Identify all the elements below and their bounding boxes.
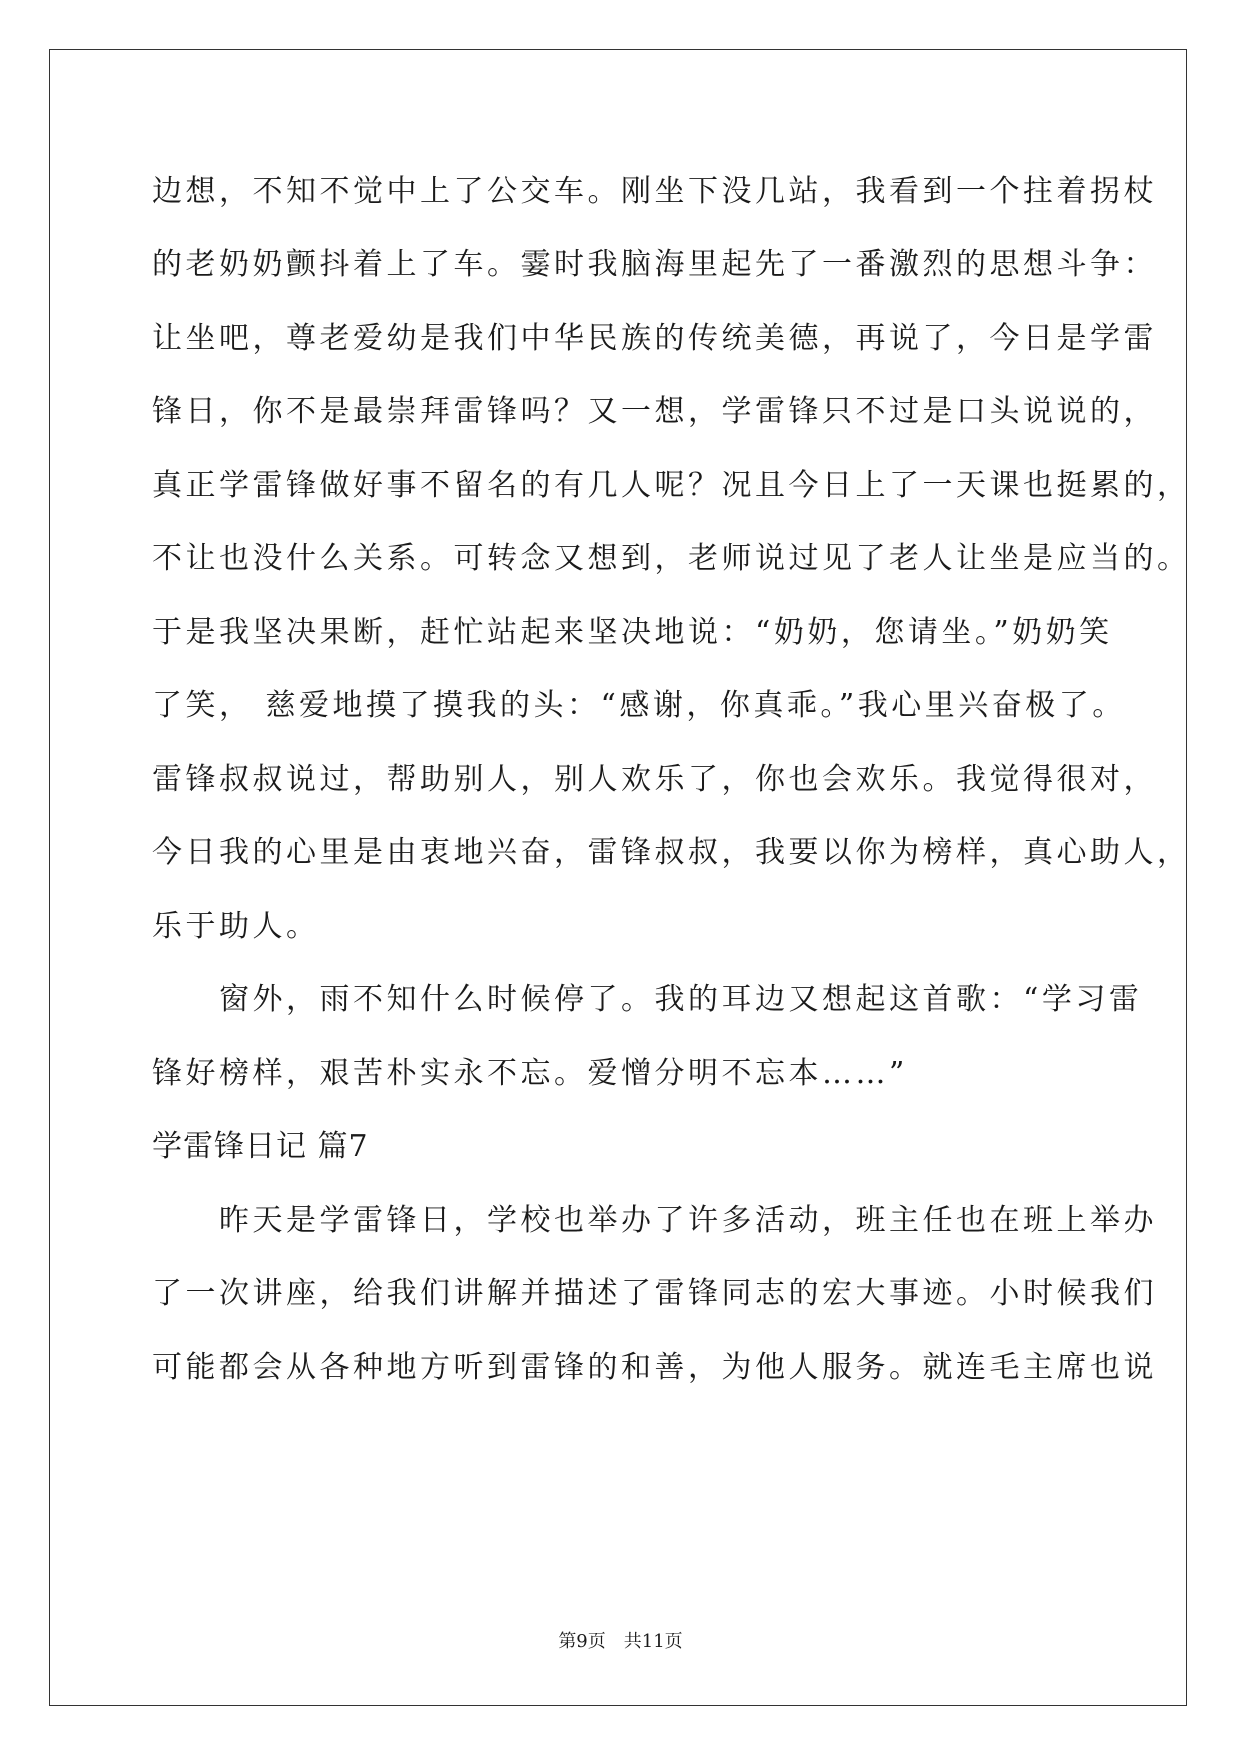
text-line: 让坐吧，尊老爱幼是我们中华民族的传统美德，再说了，今日是学雷 [152, 321, 1157, 356]
text-line: 不让也没什么关系。可转念又想到，老师说过见了老人让坐是应当的。 [152, 541, 1191, 576]
text-line: 了一次讲座，给我们讲解并描述了雷锋同志的宏大事迹。小时候我们 [152, 1276, 1157, 1311]
text-line: 了笑， 慈爱地摸了摸我的头：“感谢，你真乖。”我心里兴奋极了。 [152, 688, 1126, 723]
text-line: 于是我坚决果断，赶忙站起来坚决地说：“奶奶，您请坐。”奶奶笑 [152, 615, 1113, 650]
text-line: 今日我的心里是由衷地兴奋，雷锋叔叔，我要以你为榜样，真心助人， [152, 835, 1191, 870]
text-line: 昨天是学雷锋日，学校也举办了许多活动，班主任也在班上举办 [152, 1203, 1157, 1238]
text-line: 锋日，你不是最崇拜雷锋吗？又一想，学雷锋只不过是口头说说的， [152, 394, 1157, 429]
text-line: 锋好榜样，艰苦朴实永不忘。爱憎分明不忘本……” [152, 1056, 908, 1091]
text-line: 雷锋叔叔说过，帮助别人，别人欢乐了，你也会欢乐。我觉得很对， [152, 762, 1157, 797]
page-number-footer: 第9页 共11页 [558, 1631, 683, 1652]
text-line: 可能都会从各种地方听到雷锋的和善，为他人服务。就连毛主席也说 [152, 1350, 1157, 1385]
page-border [49, 49, 1187, 1706]
section-heading: 学雷锋日记 篇7 [152, 1129, 369, 1164]
text-line: 窗外，雨不知什么时候停了。我的耳边又想起这首歌：“学习雷 [152, 982, 1143, 1017]
text-line: 边想，不知不觉中上了公交车。刚坐下没几站，我看到一个拄着拐杖 [152, 174, 1157, 209]
text-line: 真正学雷锋做好事不留名的有几人呢？况且今日上了一天课也挺累的， [152, 468, 1191, 503]
text-line: 乐于助人。 [152, 909, 320, 944]
text-line: 的老奶奶颤抖着上了车。霎时我脑海里起先了一番激烈的思想斗争： [152, 247, 1157, 282]
